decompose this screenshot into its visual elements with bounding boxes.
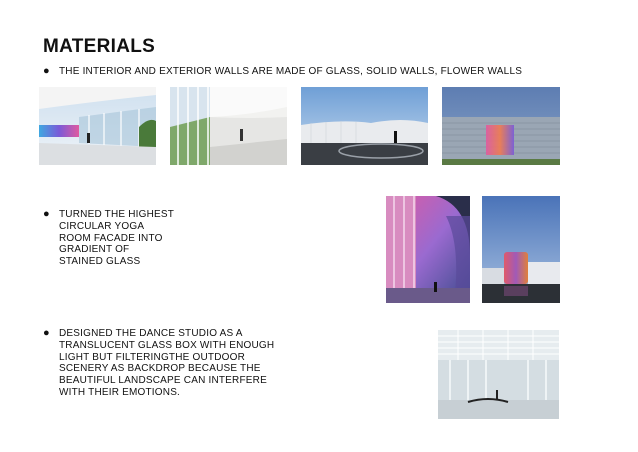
- bullet-text-yoga: TURNED THE HIGHEST CIRCULAR YOGA ROOM FACADE INTO GRADIENT OF STAINED GLASS: [59, 209, 175, 268]
- page-title: MATERIALS: [43, 36, 156, 57]
- bullet-marker: ●: [43, 327, 50, 339]
- photo-glass-corridor: [39, 87, 156, 165]
- bullet-text-walls: THE INTERIOR AND EXTERIOR WALLS ARE MADE OF GLASS, SOLID WALLS, FLOWER WALLS: [59, 66, 523, 77]
- photo-white-corridor: [170, 87, 287, 165]
- bullet-text-dance: DESIGNED THE DANCE STUDIO AS A TRANSLUCENT GLASS BOX WITH ENOUGH LIGHT BUT FILTERINGTHE OUTDOOR SCENERY AS BACKDROP BECAUSE THE BEAUTIFUL LANDSCAPE CAN INTERFERE WITH THEIR EMOTIONS.: [59, 328, 275, 398]
- photo-dance-studio: [438, 330, 559, 419]
- photo-stained-glass-dusk: [442, 87, 560, 165]
- photo-exterior-pool: [301, 87, 428, 165]
- photo-gradient-interior: [386, 196, 470, 303]
- photo-stained-tower: [482, 196, 560, 303]
- bullet-marker: ●: [43, 208, 50, 220]
- bullet-marker: ●: [43, 65, 50, 77]
